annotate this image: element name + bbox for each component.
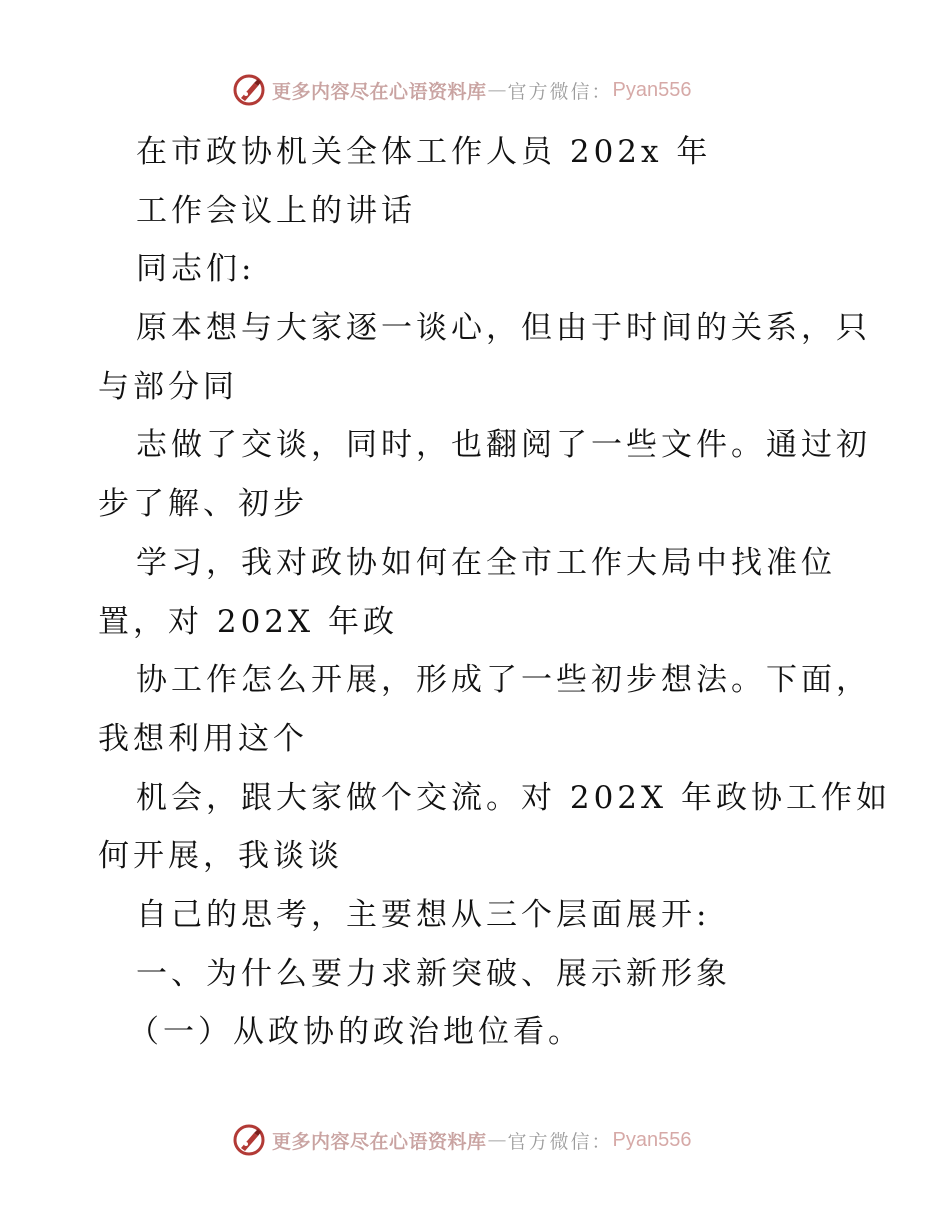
footer-watermark <box>232 1120 692 1160</box>
doc-paragraph-line: 与部分同 <box>98 368 238 405</box>
watermark-separator: — <box>487 1129 507 1151</box>
doc-paragraph-line: 步了解、初步 <box>98 486 308 523</box>
doc-subsection-heading: （一）从政协的政治地位看。 <box>128 1014 583 1051</box>
document-body <box>98 123 891 1062</box>
doc-paragraph-line: 协工作怎么开展，形成了一些初步想法。下面， <box>136 662 871 699</box>
doc-title-line-1: 在市政协机关全体工作人员 202x 年 <box>136 134 712 170</box>
watermark-separator: — <box>487 79 507 101</box>
doc-title-line-2: 工作会议上的讲话 <box>136 192 416 229</box>
doc-paragraph-line: 志做了交谈，同时，也翻阅了一些文件。通过初 <box>136 427 871 464</box>
watermark-wechat-label: 官方微信： <box>507 80 613 103</box>
doc-salutation: 同志们: <box>136 251 256 288</box>
pen-logo-icon <box>232 1123 266 1157</box>
header-watermark <box>232 70 692 110</box>
watermark-wechat-id: Pyan556 <box>612 1128 692 1151</box>
watermark-wechat-id: Pyan556 <box>612 78 692 101</box>
doc-paragraph-line: 学习，我对政协如何在全市工作大局中找准位 <box>136 544 836 581</box>
doc-paragraph-line: 原本想与大家逐一谈心，但由于时间的关系，只 <box>136 310 871 347</box>
doc-paragraph-line: 机会，跟大家做个交流。对 202X 年政协工作如 <box>136 779 891 816</box>
watermark-text: 更多内容尽在心语资料库 <box>272 1130 487 1153</box>
doc-paragraph-line: 我想利用这个 <box>98 720 308 757</box>
doc-paragraph-line: 自己的思考，主要想从三个层面展开: <box>136 896 711 933</box>
pen-logo-icon <box>232 73 266 107</box>
watermark-text: 更多内容尽在心语资料库 <box>272 80 487 103</box>
watermark-wechat-label: 官方微信： <box>507 1130 613 1153</box>
doc-paragraph-line: 置，对 202X 年政 <box>98 603 398 640</box>
doc-paragraph-line: 何开展，我谈谈 <box>98 838 343 875</box>
doc-section-heading: 一、为什么要力求新突破、展示新形象 <box>136 955 731 992</box>
